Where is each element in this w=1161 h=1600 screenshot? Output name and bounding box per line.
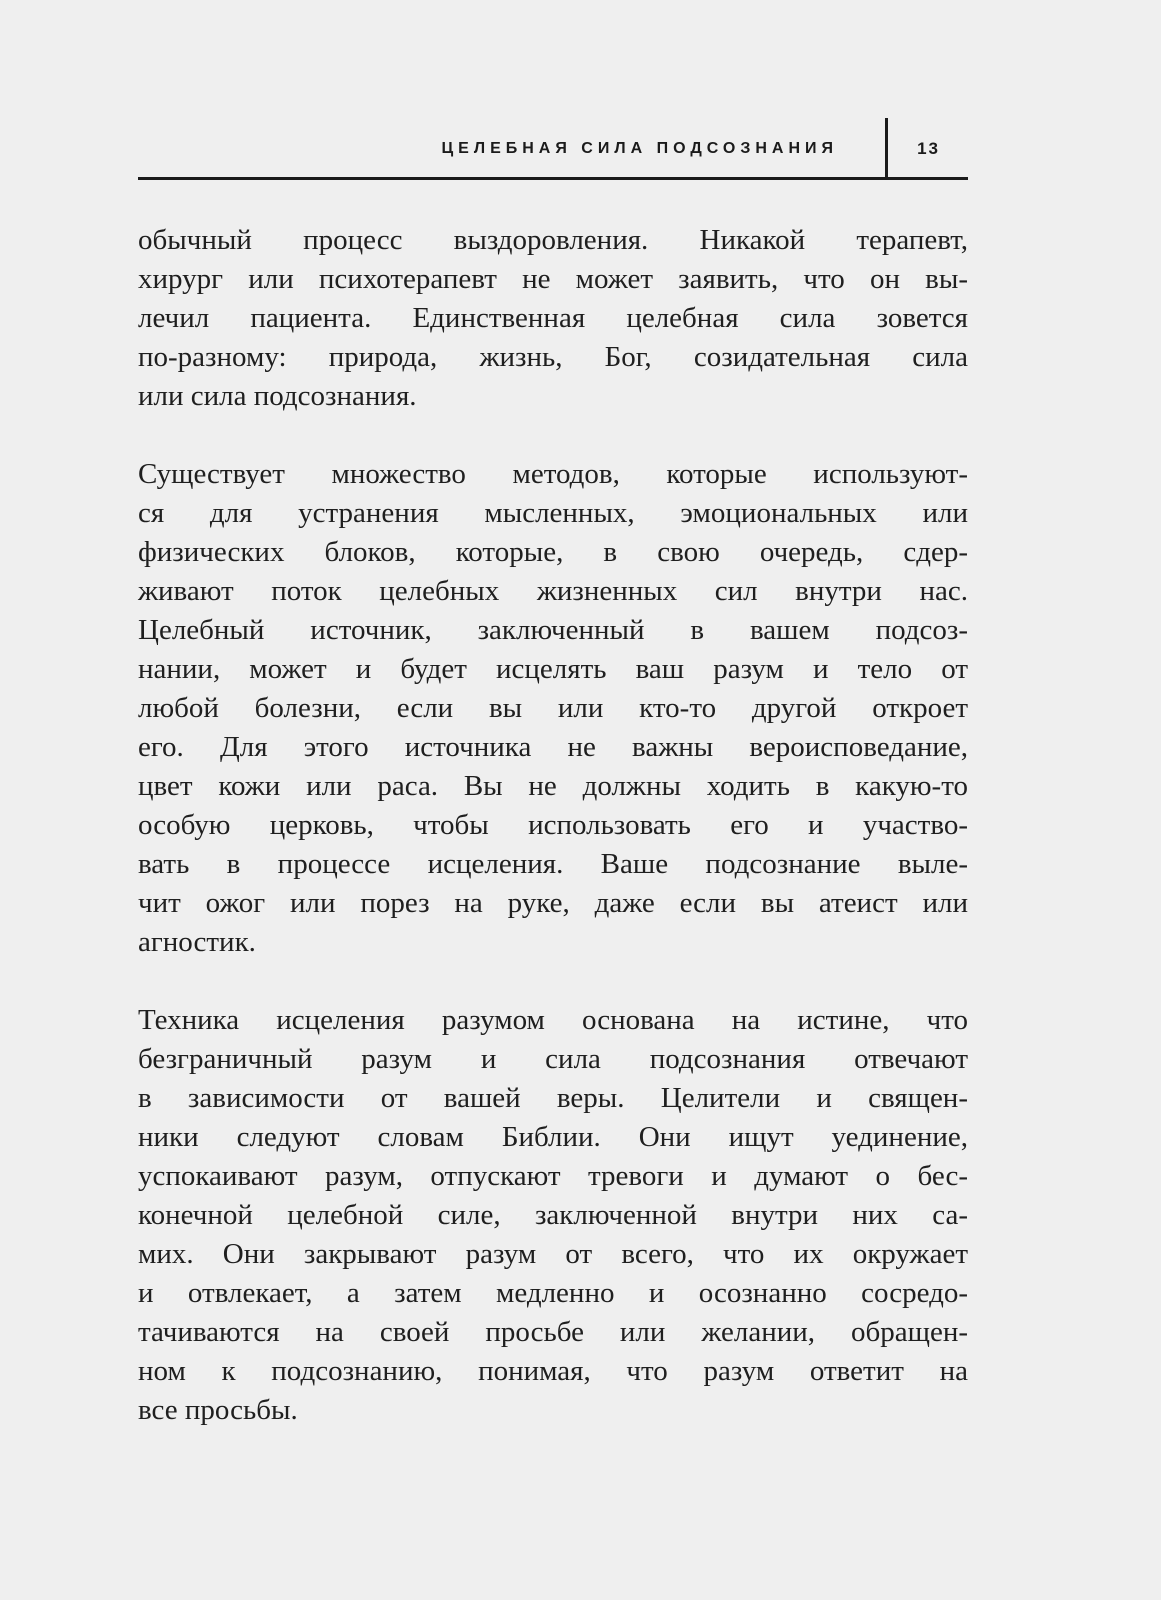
text-line: ники следуют словам Библии. Они ищут уединение, (138, 1121, 968, 1153)
text-line: нании, может и будет исцелять ваш разум и тело от (138, 653, 968, 685)
text-line: агностик. (138, 926, 256, 958)
text-line: цвет кожи или раса. Вы не должны ходить в какую-то (138, 770, 968, 802)
header-divider (885, 118, 888, 178)
text-line: живают поток целебных жизненных сил внутри нас. (138, 575, 968, 607)
text-line: Целебный источник, заключенный в вашем подсоз- (138, 614, 968, 646)
text-line: обычный процесс выздоровления. Никакой терапевт, (138, 224, 968, 256)
text-line: успокаивают разум, отпускают тревоги и думают о бес- (138, 1160, 968, 1192)
text-line: все просьбы. (138, 1394, 298, 1426)
text-line: Техника исцеления разумом основана на истине, что (138, 1004, 968, 1036)
body-text (138, 221, 968, 1430)
text-line: и отвлекает, а затем медленно и осознанно сосредо- (138, 1277, 968, 1309)
text-line: хирург или психотерапевт не может заявить, что он вы- (138, 263, 968, 295)
paragraph-2 (138, 455, 968, 962)
text-line: конечной целебной силе, заключенной внутри них са- (138, 1199, 968, 1231)
text-line: вать в процессе исцеления. Ваше подсознание выле- (138, 848, 968, 880)
text-line: его. Для этого источника не важны вероисповедание, (138, 731, 968, 763)
page-number: 13 (917, 139, 940, 158)
text-line: особую церковь, чтобы использовать его и участво- (138, 809, 968, 841)
text-line: в зависимости от вашей веры. Целители и священ- (138, 1082, 968, 1114)
text-line: чит ожог или порез на руке, даже если вы атеист или (138, 887, 968, 919)
text-line: ном к подсознанию, понимая, что разум ответит на (138, 1355, 968, 1387)
paragraph-1 (138, 221, 968, 416)
running-header (138, 118, 968, 180)
text-line: или сила подсознания. (138, 380, 417, 412)
text-line: тачиваются на своей просьбе или желании, обращен- (138, 1316, 968, 1348)
text-line: мих. Они закрывают разум от всего, что их окружает (138, 1238, 968, 1270)
text-line: Существует множество методов, которые используют- (138, 458, 968, 490)
running-title: ЦЕЛЕБНАЯ СИЛА ПОДСОЗНАНИЯ (441, 140, 838, 157)
text-line: безграничный разум и сила подсознания отвечают (138, 1043, 968, 1075)
text-line: физических блоков, которые, в свою очередь, сдер- (138, 536, 968, 568)
text-line: любой болезни, если вы или кто-то другой откроет (138, 692, 968, 724)
text-line: лечил пациента. Единственная целебная сила зовется (138, 302, 968, 334)
header-rule (138, 177, 968, 180)
paragraph-3 (138, 1001, 968, 1430)
text-line: ся для устранения мысленных, эмоциональных или (138, 497, 968, 529)
text-line: по-разному: природа, жизнь, Бог, созидательная сила (138, 341, 968, 373)
